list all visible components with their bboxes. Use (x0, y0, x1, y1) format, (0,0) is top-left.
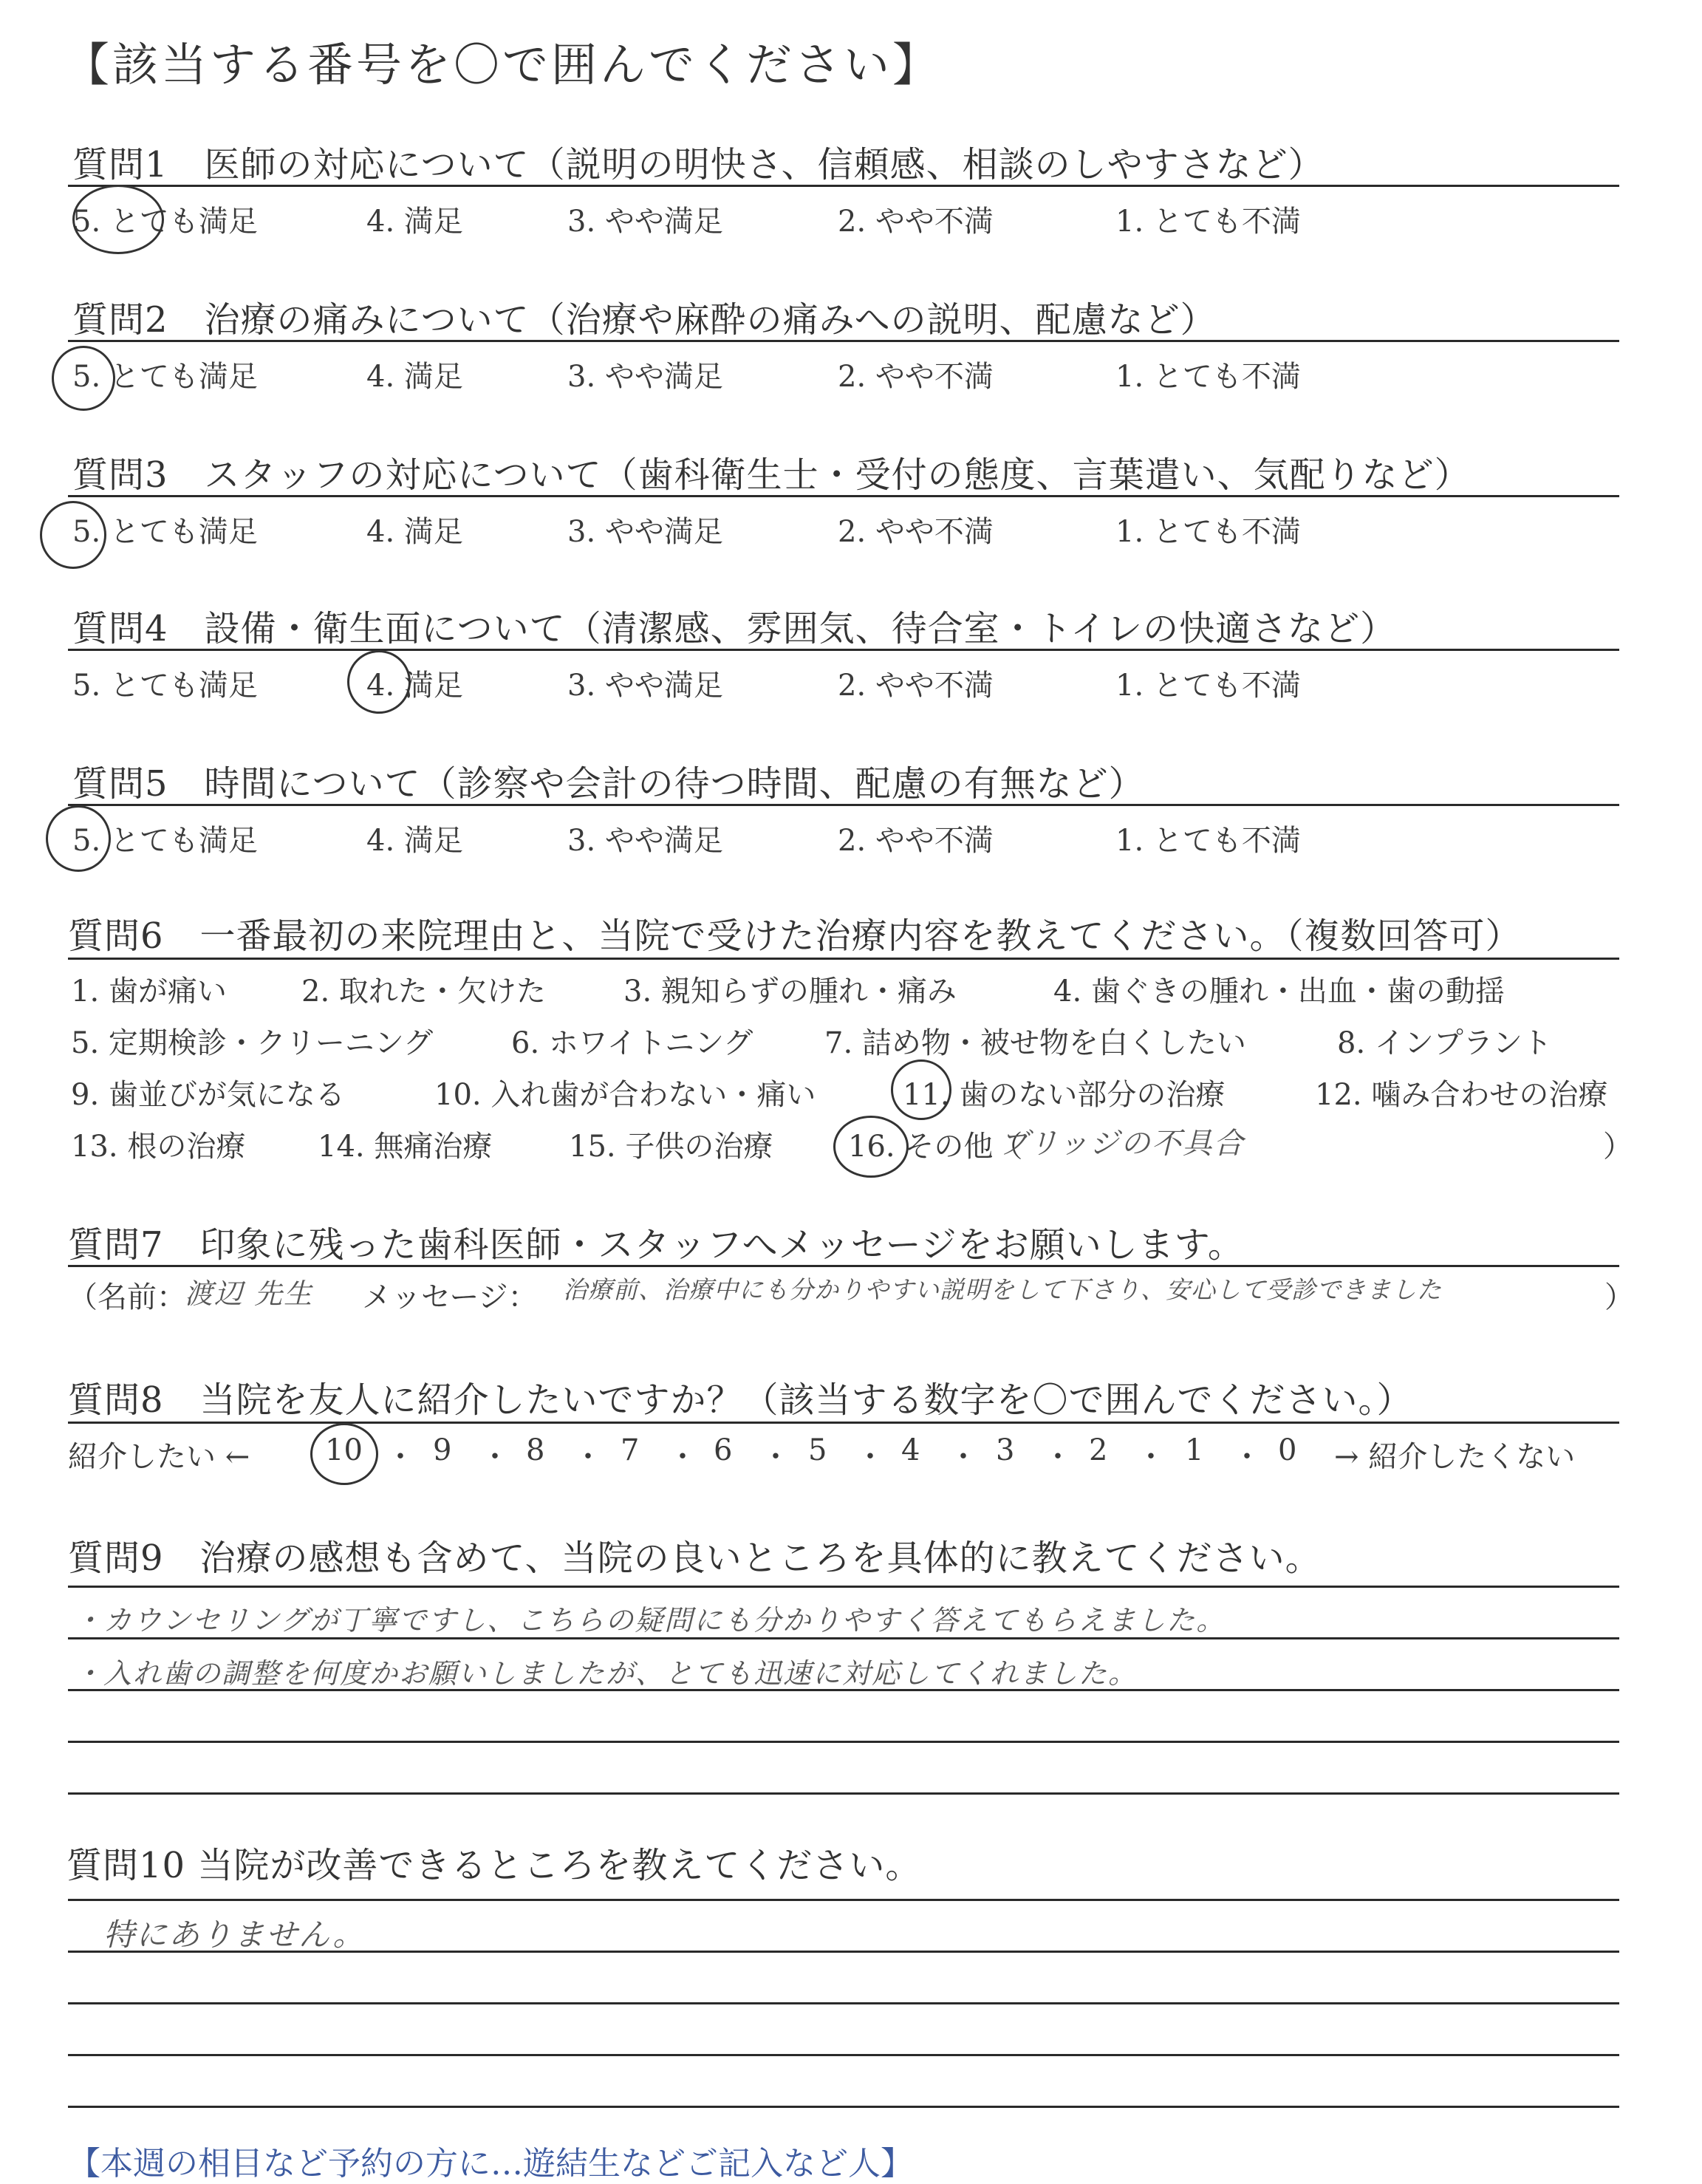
q6-option-1[interactable]: 1. 歯が痛い (71, 975, 227, 1009)
q3-option-2[interactable]: 2. やや不満 (838, 515, 994, 549)
q8-score-8[interactable]: 8 (526, 1433, 545, 1467)
q8-dot: ・ (855, 1440, 885, 1474)
q6-option-4[interactable]: 4. 歯ぐきの腫れ・出血・歯の動揺 (1053, 975, 1505, 1009)
q9-answer-line-2[interactable]: ・入れ歯の調整を何度かお願いしましたが、とても迅速に対応してくれました。 (74, 1657, 1138, 1690)
q5-rule (68, 804, 1619, 806)
q8-score-10[interactable]: 10 (325, 1433, 363, 1467)
q7-close-paren: ） (1604, 1280, 1634, 1314)
q4-option-5[interactable]: 5. とても満足 (72, 669, 258, 703)
q7-message-label: メッセージ： (362, 1280, 538, 1314)
q8-score-5[interactable]: 5 (808, 1433, 827, 1467)
q8-score-6[interactable]: 6 (714, 1433, 733, 1467)
q8-score-1[interactable]: 1 (1185, 1433, 1204, 1467)
q4-option-1[interactable]: 1. とても不満 (1115, 669, 1301, 703)
q4-rule (68, 649, 1619, 651)
q1-option-4[interactable]: 4. 満足 (366, 205, 463, 239)
q6-option-2[interactable]: 2. 取れた・欠けた (301, 975, 546, 1009)
q1-rule (68, 185, 1619, 187)
q3-option-4[interactable]: 4. 満足 (366, 515, 463, 549)
q8-rule (68, 1422, 1619, 1424)
form-header: 【該当する番号を〇で囲んでください】 (64, 38, 942, 92)
q6-option-11[interactable]: 11. 歯のない部分の治療 (903, 1078, 1226, 1112)
q8-score-0[interactable]: 0 (1278, 1433, 1297, 1467)
q7-message-value[interactable]: 治療前、治療中にも分かりやすい説明をして下さり、安心して受診できました (563, 1275, 1442, 1304)
q8-dot: ・ (573, 1440, 603, 1474)
q8-dot: ・ (1232, 1440, 1262, 1474)
q5-option-4[interactable]: 4. 満足 (366, 824, 463, 858)
q8-dot: ・ (480, 1440, 510, 1474)
q8-dot: ・ (1136, 1440, 1166, 1474)
q9-title: 質問9 治療の感想も含めて、当院の良いところを具体的に教えてください。 (68, 1538, 1322, 1579)
q2-rule (68, 340, 1619, 342)
q6-option-7[interactable]: 7. 詰め物・被せ物を白くしたい (824, 1026, 1246, 1060)
q3-option-1[interactable]: 1. とても不満 (1115, 515, 1301, 549)
q3-rule (68, 495, 1619, 497)
q6-option-8[interactable]: 8. インプラント (1337, 1026, 1552, 1060)
q4-option-3[interactable]: 3. やや満足 (567, 669, 723, 703)
q5-option-3[interactable]: 3. やや満足 (567, 824, 723, 858)
q7-rule (68, 1265, 1619, 1267)
q2-option-2[interactable]: 2. やや不満 (838, 360, 994, 394)
q5-title: 質問5 時間について（診察や会計の待つ時間、配慮の有無など） (72, 763, 1145, 805)
q4-title: 質問4 設備・衛生面について（清潔感、雰囲気、待合室・トイレの快適さなど） (72, 608, 1397, 649)
q8-score-9[interactable]: 9 (433, 1433, 452, 1467)
q7-title: 質問7 印象に残った歯科医師・スタッフへメッセージをお願いします。 (68, 1224, 1244, 1266)
q8-score-7[interactable]: 7 (621, 1433, 640, 1467)
q5-option-1[interactable]: 1. とても不満 (1115, 824, 1301, 858)
q6-option-12[interactable]: 12. 噛み合わせの治療 (1315, 1078, 1608, 1112)
q9-rule-3 (68, 1741, 1619, 1743)
q7-name-value[interactable]: 渡辺 先生 (185, 1277, 314, 1310)
q10-answer-line-1[interactable]: 特にありません。 (103, 1917, 366, 1953)
q8-title: 質問8 当院を友人に紹介したいですか？（該当する数字を〇で囲んでください。） (68, 1379, 1413, 1421)
q6-option-16[interactable]: 16. その他（ (848, 1130, 1023, 1164)
q2-option-3[interactable]: 3. やや満足 (567, 360, 723, 394)
q6-other-handwritten[interactable]: ブリッジの不具合 (999, 1127, 1245, 1161)
q1-option-1[interactable]: 1. とても不満 (1115, 205, 1301, 239)
q9-rule-4 (68, 1792, 1619, 1795)
q7-name-label: （名前： (68, 1280, 186, 1314)
q6-option-3[interactable]: 3. 親知らずの腫れ・痛み (623, 975, 957, 1009)
q6-option-15[interactable]: 15. 子供の治療 (569, 1130, 773, 1164)
q9-rule-0 (68, 1586, 1619, 1588)
q6-option-10[interactable]: 10. 入れ歯が合わない・痛い (434, 1078, 816, 1112)
footer-partial-text: 【本週の相目など予約の方に…遊結生などご記入など人】 (68, 2145, 913, 2183)
q8-left-label: 紹介したい ← (68, 1440, 250, 1474)
q10-rule-3 (68, 2054, 1619, 2056)
q8-dot: ・ (386, 1440, 415, 1474)
q10-title: 質問10 当院が改善できるところを教えてください。 (66, 1845, 922, 1886)
q9-answer-line-1[interactable]: ・カウンセリングが丁寧ですし、こちらの疑問にも分かりやすく答えてもらえました。 (74, 1604, 1226, 1637)
q8-dot: ・ (668, 1440, 697, 1474)
q3-option-3[interactable]: 3. やや満足 (567, 515, 723, 549)
q2-option-5[interactable]: 5. とても満足 (72, 360, 258, 394)
q8-score-2[interactable]: 2 (1089, 1433, 1108, 1467)
q3-option-5[interactable]: 5. とても満足 (72, 515, 258, 549)
q8-score-4[interactable]: 4 (901, 1433, 920, 1467)
q8-dot: ・ (949, 1440, 978, 1474)
q1-option-2[interactable]: 2. やや不満 (838, 205, 994, 239)
q8-right-label: → 紹介したくない (1334, 1440, 1576, 1474)
q6-rule (68, 958, 1619, 960)
q2-title: 質問2 治療の痛みについて（治療や麻酔の痛みへの説明、配慮など） (72, 299, 1217, 341)
q5-option-2[interactable]: 2. やや不満 (838, 824, 994, 858)
q8-score-3[interactable]: 3 (996, 1433, 1015, 1467)
q1-title: 質問1 医師の対応について（説明の明快さ、信頼感、相談のしやすさなど） (72, 144, 1325, 185)
q6-option-13[interactable]: 13. 根の治療 (71, 1130, 246, 1164)
q10-rule-4 (68, 2106, 1619, 2108)
q2-option-1[interactable]: 1. とても不満 (1115, 360, 1301, 394)
q6-other-close-paren: ） (1603, 1130, 1633, 1164)
q10-rule-2 (68, 2002, 1619, 2004)
q6-title: 質問6 一番最初の来院理由と、当院で受けた治療内容を教えてください。（複数回答可） (68, 915, 1522, 957)
q8-dot: ・ (1043, 1440, 1073, 1474)
q1-option-3[interactable]: 3. やや満足 (567, 205, 723, 239)
q6-option-14[interactable]: 14. 無痛治療 (318, 1130, 493, 1164)
q3-title: 質問3 スタッフの対応について（歯科衛生士・受付の態度、言葉遣い、気配りなど） (72, 454, 1471, 496)
q5-option-5[interactable]: 5. とても満足 (72, 824, 258, 858)
q1-option-5[interactable]: 5. とても満足 (72, 205, 258, 239)
q4-option-4[interactable]: 4. 満足 (366, 669, 463, 703)
q2-option-4[interactable]: 4. 満足 (366, 360, 463, 394)
q6-option-9[interactable]: 9. 歯並びが気になる (71, 1078, 345, 1112)
q8-dot: ・ (761, 1440, 790, 1474)
q6-option-5[interactable]: 5. 定期検診・クリーニング (71, 1026, 434, 1060)
q10-rule-0 (68, 1899, 1619, 1901)
q6-option-6[interactable]: 6. ホワイトニング (511, 1026, 753, 1060)
q4-option-2[interactable]: 2. やや不満 (838, 669, 994, 703)
